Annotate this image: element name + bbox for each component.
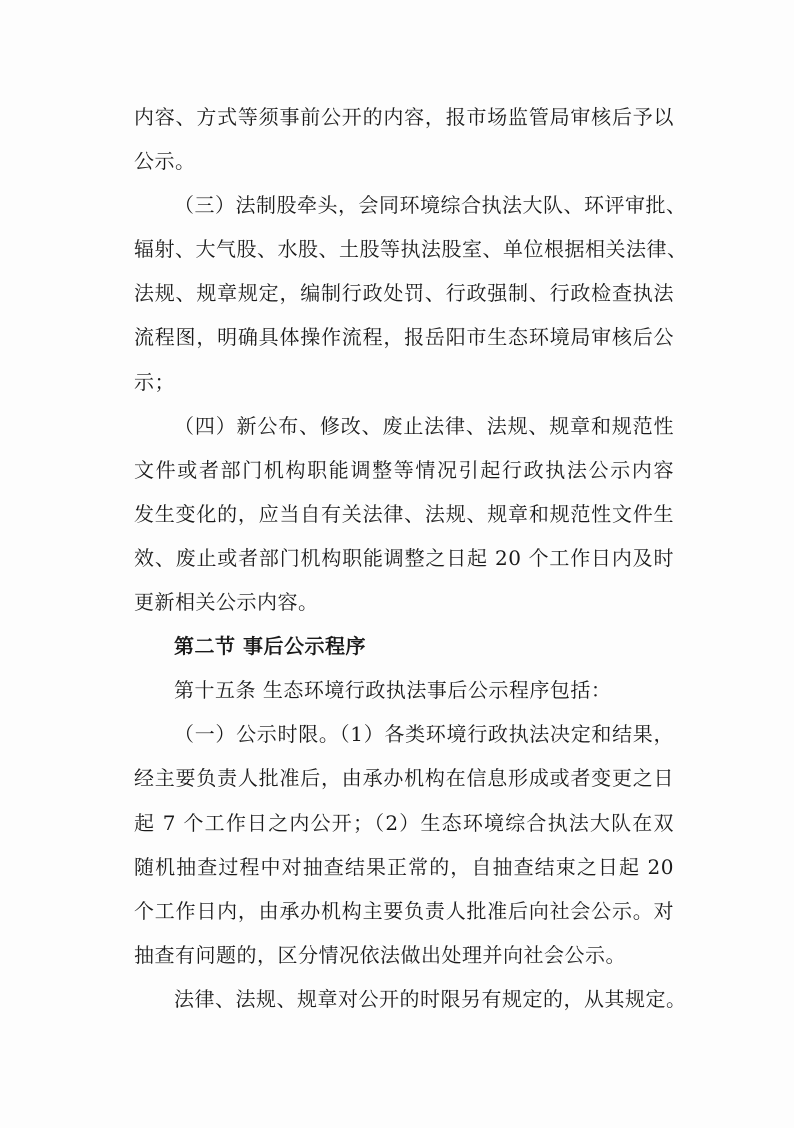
text-line: 文件或者部门机构职能调整等情况引起行政执法公示内容 bbox=[134, 457, 674, 482]
text-line: 经主要负责人批准后，由承办机构在信息形成或者变更之日 bbox=[134, 766, 674, 791]
text-line: 抽查有问题的，区分情况依法做出处理并向社会公示。 bbox=[134, 942, 626, 967]
text-line: 发生变化的，应当自有关法律、法规、规章和规范性文件生 bbox=[134, 501, 674, 526]
article-title-line: 第十五条 生态环境行政执法事后公示程序包括： bbox=[174, 678, 612, 703]
section-heading: 第二节 事后公示程序 bbox=[174, 634, 366, 659]
text-line: 个工作日内，由承办机构主要负责人批准后向社会公示。对 bbox=[134, 898, 674, 923]
text-line: 更新相关公示内容。 bbox=[134, 590, 319, 615]
text-line: 公示。 bbox=[134, 149, 196, 174]
text-line: 效、废止或者部门机构职能调整之日起 20 个工作日内及时 bbox=[134, 545, 674, 570]
text-line: 流程图，明确具体操作流程，报岳阳市生态环境局审核后公 bbox=[134, 325, 674, 350]
text-line: 随机抽查过程中对抽查结果正常的，自抽查结束之日起 20 bbox=[134, 854, 674, 879]
paragraph-start-line: （三）法制股牵头，会同环境综合执法大队、环评审批、 bbox=[174, 193, 687, 218]
paragraph-start-line: 法律、法规、规章对公开的时限另有规定的，从其规定。 bbox=[174, 986, 687, 1011]
document-body bbox=[134, 95, 688, 1021]
paragraph-start-line: （一）公示时限。（1）各类环境行政执法决定和结果， bbox=[174, 722, 674, 747]
text-line: 起 7 个工作日之内公开；（2）生态环境综合执法大队在双 bbox=[134, 810, 674, 835]
text-line: 辐射、大气股、水股、土股等执法股室、单位根据相关法律、 bbox=[134, 237, 688, 262]
text-line: 内容、方式等须事前公开的内容，报市场监管局审核后予以 bbox=[134, 105, 674, 129]
text-line: 示； bbox=[134, 369, 175, 394]
text-line: 法规、规章规定，编制行政处罚、行政强制、行政检查执法 bbox=[134, 281, 674, 306]
paragraph-start-line: （四）新公布、修改、废止法律、法规、规章和规范性 bbox=[174, 413, 674, 438]
